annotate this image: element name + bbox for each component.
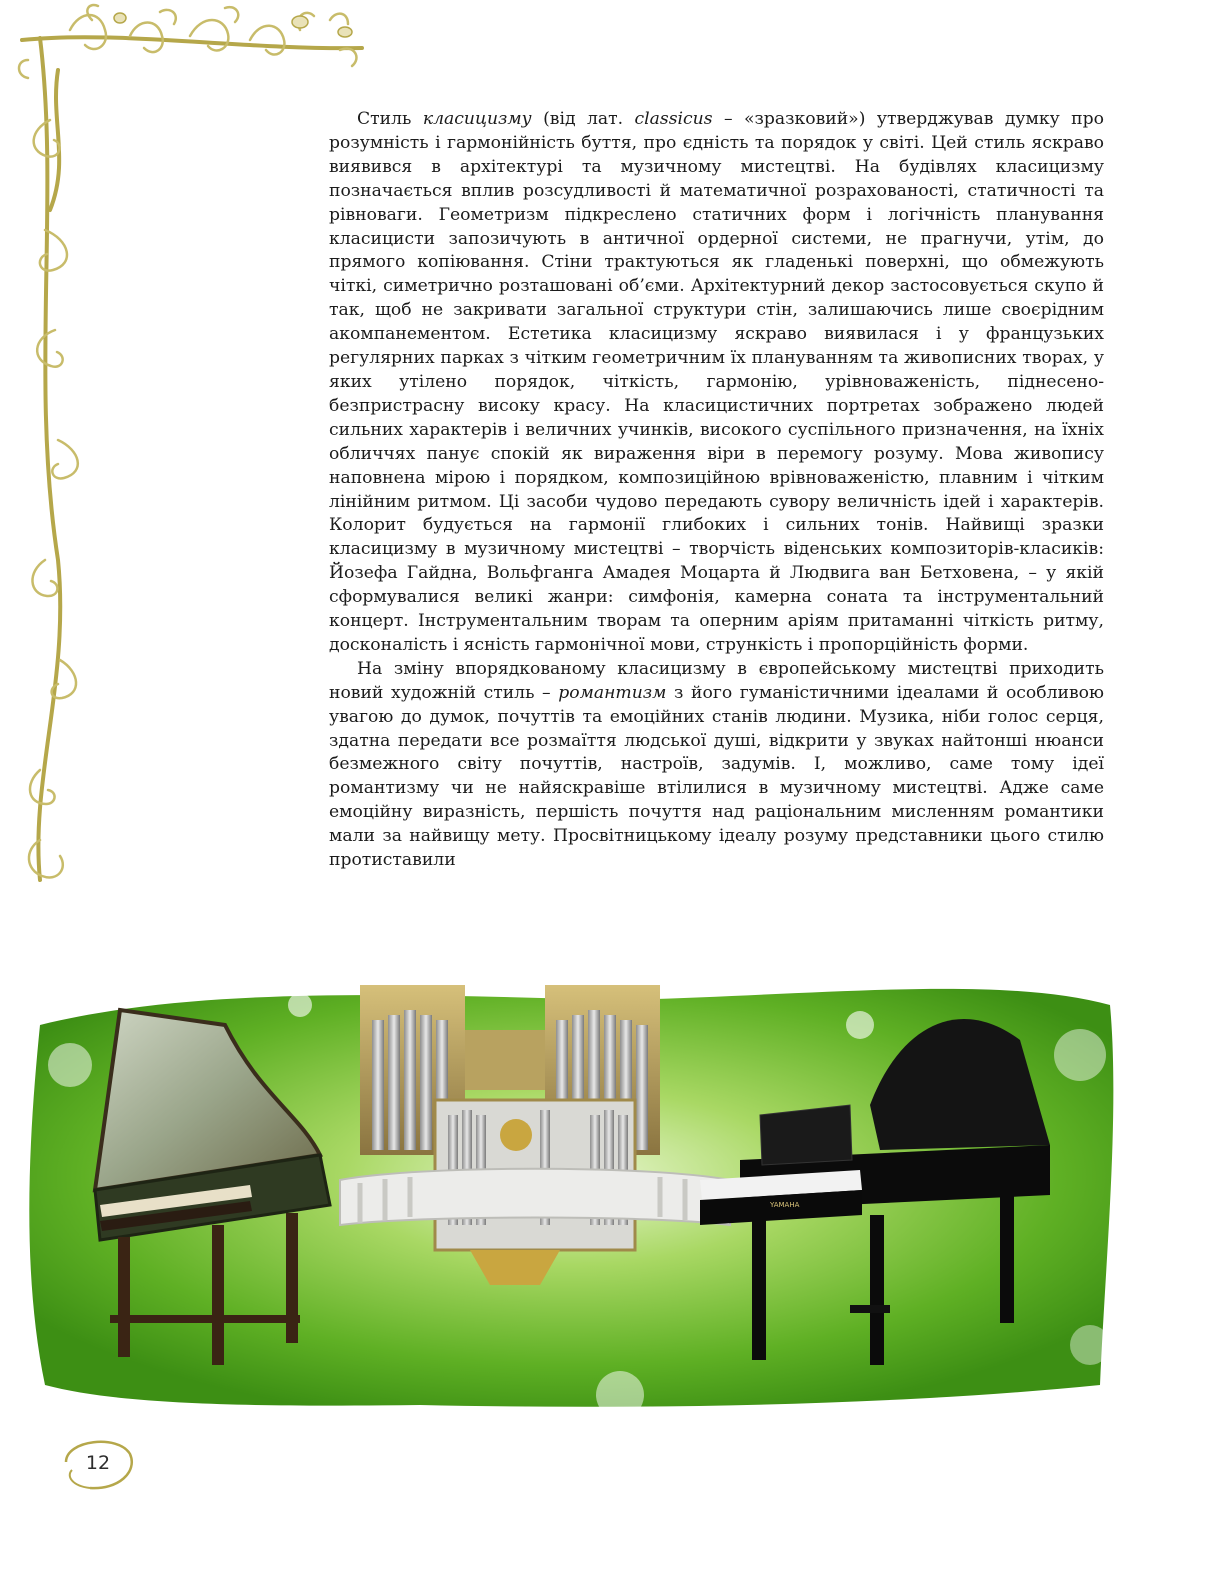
body-text bbox=[329, 108, 1104, 873]
term-classicus: classicus bbox=[634, 109, 713, 129]
page-number: 12 bbox=[85, 1452, 111, 1474]
term-classicism: класицизму bbox=[422, 109, 532, 129]
musical-instruments-illustration bbox=[0, 965, 1230, 1435]
term-romanticism: романтизм bbox=[558, 682, 667, 703]
piano-brand: YAMAHA bbox=[770, 1201, 800, 1209]
paragraph-classicism: Стиль класицизму (від лат. classicus – «зразковий») утверджував думку про розумність і гармонійність буття, про єдність та порядок у світі. Цей стиль яскраво виявився в архітектурі та музичному мистецтві. На будівлях класицизму позначається вплив розсудливості й математичної розрахованості, статичності та рівноваги. Геометризм підкреслено статичних форм і логічність планування класицисти запозичують в античної ордерної системи, не прагнучи, утім, до прямого копіювання. Стіни трактуються як гладенькі поверхні, що обмежують чіткі, симетрично розташовані об’єми. Архітектурний декор застосовується скупо й так, щоб не закривати загальної структури стін, залишаючись лише своєрідним акомпанементом. Естетика класицизму яскраво виявилася і у французьких регулярних парках з чітким геометричним їх плануванням та живописних творах, у яких утілено порядок, чіткість, гармонію, урівноваженість, піднесено-безпристрасну високу красу. На класицистичних портретах зображено людей сильних характерів і величних учинків, високого суспільного призначення, на їхніх обличчях панує спокій як вираження віри в перемогу розуму. Мова живопису наповнена мірою і порядком, композиційною врівноваженістю, плавним і чітким лінійним ритмом. Ці засоби чудово передають сувору величність ідей і характерів. Колорит будується на гармонії глибоких і сильних тонів. Найвищі зразки класицизму в музичному мистецтві – творчість віденських композиторів-класиків: Йозефа Гайдна, Вольфганга Амадея Моцарта й Людвига ван Бетховена, – у якій сформувалися великі жанри: симфонія, камерна соната та інструментальний концерт. Інструментальним творам та оперним аріям притаманні чіткість ритму, досконалість і ясність гармонічної мови, стрункість і пропорційність форми. bbox=[329, 109, 1104, 655]
paragraph-romanticism: На зміну впорядкованому класицизму в європейському мистецтві приходить новий художній стиль – романтизм з його гуманістичними ідеалами й особливою увагою до думок, почуттів та емоційних станів людини. Музика, ніби голос серця, здатна передати все розмаїття людської душі, відкрити у звуках найтонші нюанси безмежного світу почуттів, настроїв, задумів. І, можливо, саме тому ідеї романтизму чи не найяскравіше втілилися в музичному мистецтві. Адже саме емоційну виразність, першість почуття над раціональним мисленням романтики мали за найвищу мету. Просвітницькому ідеалу розуму представники цього стилю протиставили bbox=[329, 658, 1104, 871]
page-number-badge bbox=[58, 1432, 138, 1494]
floral-border-ornament bbox=[0, 0, 380, 930]
